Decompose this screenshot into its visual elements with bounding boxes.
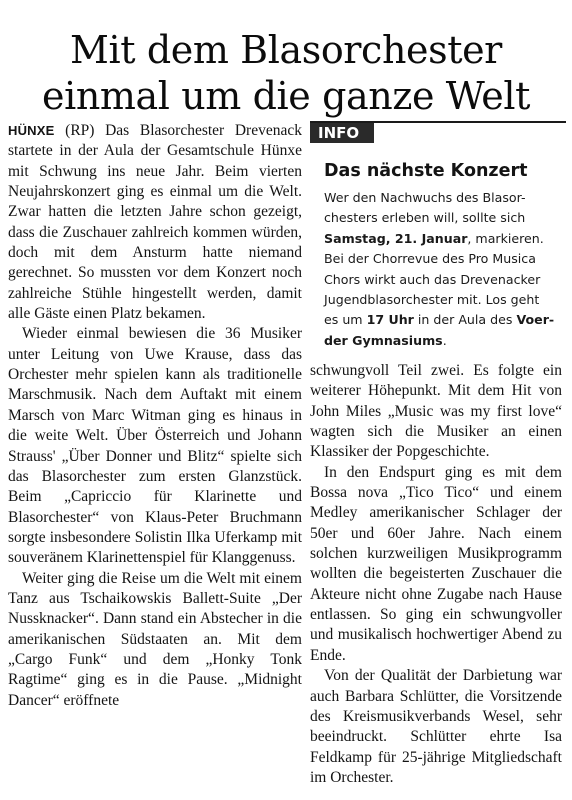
- article-paragraph: Von der Qualität der Darbietung war auch Barbara Schlütter, die Vorsitzende des Kreismusikverbands Wesel, sehr beeindruckt. Schlütter ehrte Isa Feldkamp für 25-jährige Mitgliedschaft im Orchester.: [310, 667, 562, 786]
- info-line: Chors wirkt auch das Drevenacker: [324, 271, 541, 287]
- info-line: der Gymnasiums.: [324, 332, 447, 348]
- article-column-right: [310, 361, 562, 788]
- info-venue: der Gymnasiums: [324, 332, 443, 348]
- headline-line-2: einmal um die ganze Welt: [42, 74, 530, 119]
- source-tag: (RP): [54, 122, 106, 139]
- article-paragraph: schwungvoll Teil zwei. Es folgte ein weiterer Höhepunkt. Mit dem Hit von John Miles „Music was my first love“ wagten sich die Musiker an einen Klassiker der Popgeschichte.: [310, 362, 562, 461]
- info-box: [310, 121, 566, 349]
- article-paragraph: In den Endspurt ging es mit dem Bossa nova „Tico Tico“ und einem Medley amerikanischer Schlager der 50er und 60er Jahre. Nach einem solchen kurzweiligen Musikprogramm wollten die begeisterten Zuschauer die Akteure nicht ohne Zugabe nach Hause entlassen. So ging ein schwungvoller und musikalisch hochwertiger Abend zu Ende.: [310, 463, 562, 664]
- info-body: [324, 188, 562, 351]
- info-tag: INFO: [310, 123, 374, 143]
- info-title: Das nächste Konzert: [324, 161, 528, 181]
- info-venue: Voer-: [516, 312, 555, 328]
- info-line: Jugendblasorchester mit. Los geht: [324, 292, 540, 308]
- info-line: Wer den Nachwuchs des Blasor-: [324, 190, 526, 205]
- article-paragraph: [8, 121, 302, 324]
- headline: [0, 27, 572, 119]
- article-paragraph: Wieder einmal bewiesen die 36 Musiker unter Leitung von Uwe Krause, dass das Orchester mehr spielen kann als traditionelle Marschmusik. Nach dem Auftakt mit einem Marsch von Marc Witman ging es hinaus in die weite Welt. Über Österreich und Johann Strauss' „Über Donner und Blitz“ spielte sich das Blasorchester zum ersten Glanzstück. Beim „Capriccio für Klarinette und Blasorchester“ von Klaus-Peter Bruchmann sorgte insbesondere Solistin Ilka Uferkamp mit souveränem Klarinettenspiel für Klanggenuss.: [8, 325, 302, 567]
- headline-line-1: Mit dem Blasorchester: [70, 28, 502, 73]
- info-time: 17 Uhr: [366, 312, 414, 328]
- article-column-left: [8, 121, 302, 711]
- article-paragraph: Weiter ging die Reise um die Welt mit einem Tanz aus Tschaikowskis Ballett-Suite „Der Nussknacker“. Dann stand ein Abstecher in die amerikanischen Südstaaten an. Mit dem „Cargo Funk“ und dem „Honky Tonk Ragtime“ ging es in die Pause. „Midnight Dancer“ eröffnete: [8, 569, 302, 709]
- info-date: Samstag, 21. Januar: [324, 230, 468, 246]
- info-line: Bei der Chorrevue des Pro Musica: [324, 251, 536, 267]
- info-line: es um 17 Uhr in der Aula des Voer-: [324, 312, 555, 328]
- info-line: Samstag, 21. Januar, markieren.: [324, 230, 544, 246]
- paragraph-text: Das Blasorchester Drevenack startete in der Aula der Gesamtschule Hünxe mit Schwung ins neue Jahr. Beim vierten Neujahrskonzert ging es einmal um die Welt. Zwar hatten die letzten Jahre schon gezeigt, dass die Zuschauer zahlreich kommen würden, doch mit dem Ansturm hatte niemand gerechnet. So mussten vor dem Konzert noch zahlreiche Stühle hingestellt werden, damit alle Gäste einen Platz bekamen.: [8, 122, 302, 323]
- info-line: chesters erleben will, sollte sich: [324, 210, 526, 226]
- dateline: HÜNXE: [8, 123, 55, 138]
